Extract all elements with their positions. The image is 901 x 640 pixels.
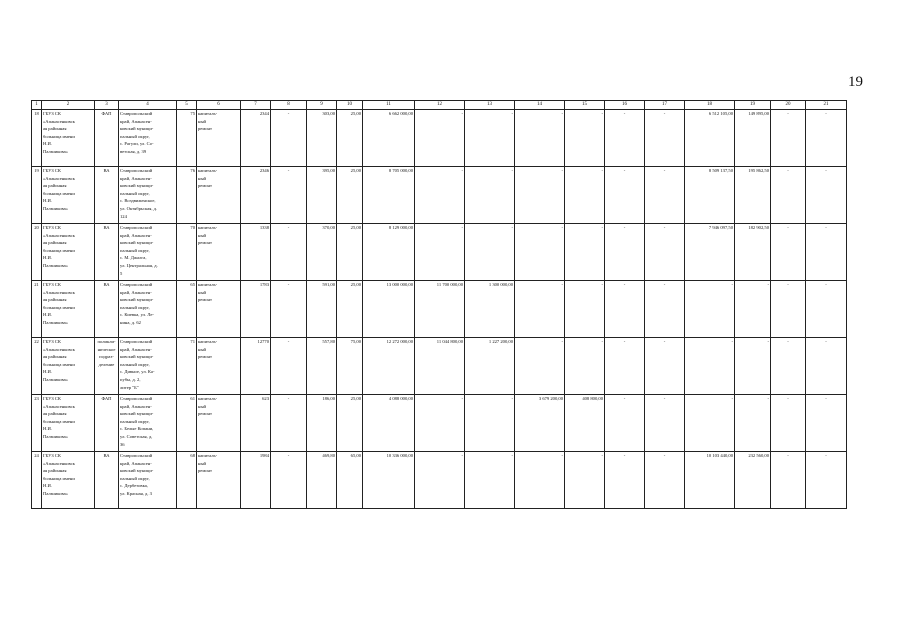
cell-c21: -: [806, 281, 847, 338]
cell-name: ГБУЗ СК «Апанасенковск ая районная больница имени Н.И. Пальчикова»: [42, 452, 95, 509]
cell-c10: 25,00: [337, 224, 363, 281]
table-row: [32, 395, 847, 452]
cell-n: 22: [32, 338, 42, 395]
cell-work: капиталь- ный ремонт: [197, 338, 241, 395]
cell-c14: 3 679 200,00: [515, 395, 565, 452]
column-header: 2: [42, 101, 95, 110]
cell-c14: -: [515, 281, 565, 338]
cell-c7: 1984: [241, 452, 271, 509]
cell-c16: -: [605, 167, 645, 224]
cell-addr: Ставропольский край, Апанасен- ковский муници- пальный округ, с. Рагули, ул. Со- ветская, д. 39: [119, 110, 177, 167]
cell-c21: -: [806, 110, 847, 167]
cell-name: ГБУЗ СК «Апанасенковск ая районная больница имени Н.И. Пальчикова»: [42, 110, 95, 167]
cell-c7: 1783: [241, 281, 271, 338]
cell-c21: -: [806, 167, 847, 224]
cell-c16: -: [605, 452, 645, 509]
cell-name: ГБУЗ СК «Апанасенковск ая районная больница имени Н.И. Пальчикова»: [42, 224, 95, 281]
cell-c15: -: [565, 338, 605, 395]
cell-c17: -: [645, 281, 685, 338]
table-row: [32, 167, 847, 224]
column-header: 1: [32, 101, 42, 110]
cell-c18: 7 946 097,50: [685, 224, 735, 281]
cell-c19: 195 862,50: [735, 167, 771, 224]
cell-type: ВА: [95, 281, 119, 338]
cell-c8: -: [271, 452, 307, 509]
cell-c11: 6 662 000,00: [363, 110, 415, 167]
cell-c18: 6 512 105,00: [685, 110, 735, 167]
cell-c8: -: [271, 395, 307, 452]
column-header: 17: [645, 101, 685, 110]
column-header: 3: [95, 101, 119, 110]
cell-c5: 76: [177, 167, 197, 224]
cell-work: капиталь- ный ремонт: [197, 395, 241, 452]
cell-c5: 71: [177, 338, 197, 395]
column-header: 14: [515, 101, 565, 110]
cell-type: поликли- ническое подраз- деление: [95, 338, 119, 395]
cell-c5: 65: [177, 281, 197, 338]
cell-c13: -: [465, 167, 515, 224]
cell-c19: -: [735, 395, 771, 452]
cell-c17: -: [645, 338, 685, 395]
page-number: 19: [848, 74, 863, 90]
cell-c13: -: [465, 224, 515, 281]
cell-n: 23: [32, 395, 42, 452]
cell-c19: -: [735, 338, 771, 395]
cell-c8: -: [271, 167, 307, 224]
cell-c16: -: [605, 395, 645, 452]
cell-c10: 25,00: [337, 110, 363, 167]
cell-c5: 75: [177, 110, 197, 167]
table-row: [32, 224, 847, 281]
cell-c15: 408 800,00: [565, 395, 605, 452]
column-header: 15: [565, 101, 605, 110]
column-header: 18: [685, 101, 735, 110]
cell-c18: -: [685, 338, 735, 395]
cell-n: 20: [32, 224, 42, 281]
column-header: 4: [119, 101, 177, 110]
cell-c16: -: [605, 338, 645, 395]
cell-c20: -: [771, 338, 806, 395]
cell-work: капиталь- ный ремонт: [197, 167, 241, 224]
cell-c17: -: [645, 167, 685, 224]
cell-c11: 12 272 000,00: [363, 338, 415, 395]
cell-c11: 8 129 000,00: [363, 224, 415, 281]
cell-addr: Ставропольский край, Апанасен- ковский муници- пальный округ, с. М. Джалга, ул. Центральная, д. 5: [119, 224, 177, 281]
cell-c13: 1 227 200,00: [465, 338, 515, 395]
cell-c16: -: [605, 281, 645, 338]
cell-c8: -: [271, 281, 307, 338]
cell-c10: 25,00: [337, 167, 363, 224]
cell-c10: 65,00: [337, 452, 363, 509]
cell-c12: -: [415, 110, 465, 167]
cell-c16: -: [605, 224, 645, 281]
cell-c10: 75,00: [337, 338, 363, 395]
cell-type: ВА: [95, 167, 119, 224]
cell-c14: -: [515, 167, 565, 224]
cell-c7: 2346: [241, 167, 271, 224]
cell-c20: -: [771, 281, 806, 338]
cell-type: ВА: [95, 224, 119, 281]
cell-c8: -: [271, 338, 307, 395]
cell-c19: 232 560,00: [735, 452, 771, 509]
cell-c15: -: [565, 452, 605, 509]
cell-n: 19: [32, 167, 42, 224]
cell-c12: -: [415, 167, 465, 224]
cell-c9: 591,00: [307, 281, 337, 338]
column-header: 7: [241, 101, 271, 110]
cell-c9: 557,80: [307, 338, 337, 395]
cell-c9: 186,00: [307, 395, 337, 452]
cell-c9: 370,00: [307, 224, 337, 281]
cell-c21: -: [806, 224, 847, 281]
cell-c12: 11 044 800,00: [415, 338, 465, 395]
cell-c20: -: [771, 167, 806, 224]
cell-c11: 13 000 000,00: [363, 281, 415, 338]
column-header: 21: [806, 101, 847, 110]
cell-c10: 25,00: [337, 395, 363, 452]
cell-c12: 11 700 000,00: [415, 281, 465, 338]
cell-c5: 70: [177, 224, 197, 281]
cell-n: 18: [32, 110, 42, 167]
cell-addr: Ставропольский край, Апанасен- ковский муници- пальный округ, с. Киевка, ул. Ле- нина, д. 62: [119, 281, 177, 338]
cell-c14: -: [515, 110, 565, 167]
cell-c18: 8 509 137,50: [685, 167, 735, 224]
cell-c15: -: [565, 167, 605, 224]
cell-c10: 25,00: [337, 281, 363, 338]
cell-c12: -: [415, 395, 465, 452]
cell-c5: 68: [177, 452, 197, 509]
cell-c17: -: [645, 452, 685, 509]
cell-c21: -: [806, 338, 847, 395]
cell-c21: -: [806, 395, 847, 452]
cell-c19: 149 895,00: [735, 110, 771, 167]
cell-name: ГБУЗ СК «Апанасенковск ая районная больница имени Н.И. Пальчикова»: [42, 281, 95, 338]
cell-c15: -: [565, 281, 605, 338]
cell-c13: -: [465, 452, 515, 509]
cell-type: ФАП: [95, 110, 119, 167]
table-header-row: [32, 101, 847, 110]
cell-addr: Ставропольский край, Апанасен- ковский муници- пальный округ, с. Воздвиженское, ул. Октябрьская, д. 124: [119, 167, 177, 224]
cell-c12: -: [415, 224, 465, 281]
cell-c13: -: [465, 395, 515, 452]
column-header: 19: [735, 101, 771, 110]
table-row: [32, 452, 847, 509]
cell-c11: 4 088 000,00: [363, 395, 415, 452]
cell-type: ВА: [95, 452, 119, 509]
cell-type: ФАП: [95, 395, 119, 452]
cell-c14: -: [515, 224, 565, 281]
cell-addr: Ставропольский край, Апанасен- ковский муници- пальный округ, с. Белые Копани, ул. Советская, д. 36: [119, 395, 177, 452]
cell-name: ГБУЗ СК «Апанасенковск ая районная больница имени Н.И. Пальчикова»: [42, 395, 95, 452]
cell-addr: Ставропольский край, Апанасен- ковский муници- пальный округ, с. Дивное, ул. Ка- пубы, д. 2, литер "Б": [119, 338, 177, 395]
cell-addr: Ставропольский край, Апанасен- ковский муници- пальный округ, с. Дербетовка, ул. Красная, д. 3: [119, 452, 177, 509]
cell-c19: 182 902,50: [735, 224, 771, 281]
cell-c12: -: [415, 452, 465, 509]
cell-c14: -: [515, 452, 565, 509]
cell-c14: -: [515, 338, 565, 395]
cell-c20: -: [771, 395, 806, 452]
cell-c13: -: [465, 110, 515, 167]
column-header: 8: [271, 101, 307, 110]
cell-c13: 1 300 000,00: [465, 281, 515, 338]
cell-name: ГБУЗ СК «Апанасенковск ая районная больница имени Н.И. Пальчикова»: [42, 338, 95, 395]
cell-work: капиталь- ный ремонт: [197, 452, 241, 509]
cell-c9: 469,80: [307, 452, 337, 509]
cell-c7: 12770: [241, 338, 271, 395]
cell-work: капиталь- ный ремонт: [197, 281, 241, 338]
cell-c20: -: [771, 110, 806, 167]
table-row: [32, 110, 847, 167]
cell-n: 21: [32, 281, 42, 338]
column-header: 12: [415, 101, 465, 110]
cell-c9: 395,00: [307, 167, 337, 224]
cell-n: 24: [32, 452, 42, 509]
cell-c15: -: [565, 224, 605, 281]
column-header: 11: [363, 101, 415, 110]
cell-c17: -: [645, 110, 685, 167]
column-header: 16: [605, 101, 645, 110]
column-header: 13: [465, 101, 515, 110]
cell-c18: -: [685, 281, 735, 338]
cell-c8: -: [271, 110, 307, 167]
cell-c20: -: [771, 452, 806, 509]
cell-work: капиталь- ный ремонт: [197, 224, 241, 281]
cell-c7: 1338: [241, 224, 271, 281]
table-row: [32, 338, 847, 395]
column-header: 10: [337, 101, 363, 110]
cell-c7: 623: [241, 395, 271, 452]
cell-c17: -: [645, 395, 685, 452]
cell-name: ГБУЗ СК «Апанасенковск ая районная больница имени Н.И. Пальчикова»: [42, 167, 95, 224]
cell-c15: -: [565, 110, 605, 167]
cell-c19: -: [735, 281, 771, 338]
cell-c21: -: [806, 452, 847, 509]
cell-c8: -: [271, 224, 307, 281]
cell-c11: 10 336 000,00: [363, 452, 415, 509]
cell-c9: 303,00: [307, 110, 337, 167]
cell-c11: 8 705 000,00: [363, 167, 415, 224]
column-header: 5: [177, 101, 197, 110]
column-header: 9: [307, 101, 337, 110]
table-row: [32, 281, 847, 338]
cell-work: капиталь- ный ремонт: [197, 110, 241, 167]
document-table: [31, 100, 847, 509]
cell-c17: -: [645, 224, 685, 281]
cell-c7: 2344: [241, 110, 271, 167]
column-header: 20: [771, 101, 806, 110]
column-header: 6: [197, 101, 241, 110]
cell-c20: -: [771, 224, 806, 281]
cell-c5: 61: [177, 395, 197, 452]
cell-c16: -: [605, 110, 645, 167]
cell-c18: 10 103 440,00: [685, 452, 735, 509]
cell-c18: -: [685, 395, 735, 452]
